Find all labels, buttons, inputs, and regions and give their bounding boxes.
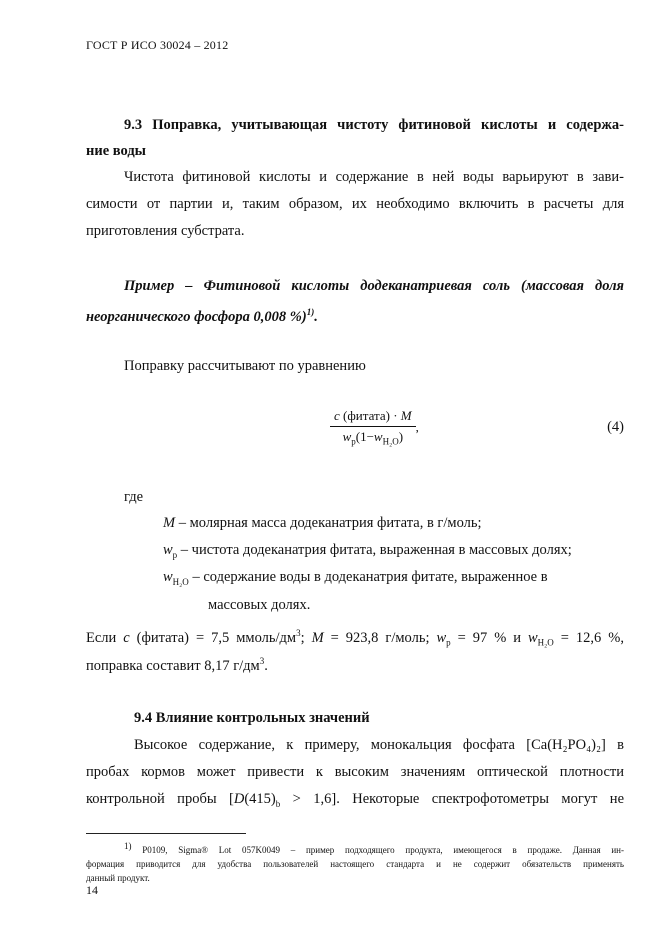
footnote-line2: формация приводится для удобства пользователей настоящего стандарта и не содержит обязательств применять — [86, 859, 624, 869]
calc-text: поправка составит 8,17 г/дм — [86, 657, 260, 674]
subscript: H₂O — [172, 576, 189, 587]
symbol-w: w — [436, 629, 447, 646]
formula-den-close: ) — [398, 429, 404, 444]
example-line2 — [86, 299, 318, 330]
footnote-ref: 1) — [306, 307, 315, 317]
example-end: . — [314, 308, 318, 325]
calc-text: Если — [86, 629, 124, 646]
calc-text: (фитата) = 7,5 ммоль/дм — [129, 629, 297, 646]
superscript: 3 — [296, 628, 301, 638]
footnote-line1 — [86, 839, 624, 857]
footnote — [86, 839, 624, 885]
section-heading-9-3-line1: 9.3 Поправка, учитывающая чистоту фитиновой кислоты и содержа- — [124, 117, 624, 133]
paragraph-line: Высокое содержание, к примеру, монокальция фосфата [Ca(H₂PO₄)₂] в — [134, 737, 624, 753]
subscript: p — [351, 436, 356, 447]
formula-fraction — [330, 408, 416, 447]
paragraph-line — [86, 786, 624, 817]
subscript: p — [446, 637, 451, 648]
symbol-w: w — [163, 569, 173, 585]
footnote-line3: данный продукт. — [86, 873, 150, 883]
calc-text: = 12,6 %, — [553, 629, 624, 646]
calc-text: = 923,8 г/моль; — [323, 629, 437, 646]
footnote-divider — [86, 833, 246, 834]
calc-text: . — [264, 657, 268, 674]
calc-text: ; — [300, 629, 312, 646]
symbol-M: M — [163, 515, 176, 531]
symbol-c: c — [334, 408, 340, 423]
subscript: b — [275, 798, 281, 809]
paragraph-text: контрольной пробы [ — [86, 791, 234, 807]
subscript: H₂O — [537, 637, 554, 648]
symbol-w: w — [342, 429, 352, 444]
paragraph-text: (415) — [244, 791, 276, 807]
paragraph-line: Чистота фитиновой кислоты и содержание в ней воды варьируют в зави- — [124, 169, 624, 185]
formula-denominator — [330, 427, 416, 447]
equation-number: (4) — [607, 419, 624, 435]
superscript: 3 — [259, 656, 265, 666]
section-heading-9-4: 9.4 Влияние контрольных значений — [134, 710, 370, 726]
formula-num-text: (фитата) · — [339, 408, 401, 423]
subscript: p — [172, 549, 178, 560]
footnote-text: P0109, Sigma® Lot 057K0049 – пример подходящего продукта, имеющегося в продаже. Данная ин- — [131, 845, 624, 855]
paragraph-line: пробах кормов может привести к высоким значениям оптической плотности — [86, 764, 624, 780]
formula-numerator — [330, 408, 416, 427]
formula-4 — [330, 408, 419, 447]
example-text: неорганического фосфора 0,008 %) — [86, 308, 307, 325]
definition-wh2o-cont: массовых долях. — [208, 597, 311, 613]
paragraph-text: > 1,6]. Некоторые спектрофотометры могут не — [280, 791, 624, 807]
example-line1: Пример – Фитиновой кислоты додеканатриевая соль (массовая доля — [124, 278, 624, 294]
symbol-D: D — [233, 791, 245, 807]
symbol-M: M — [400, 408, 412, 423]
symbol-w: w — [163, 542, 173, 558]
calc-intro: Поправку рассчитывают по уравнению — [124, 358, 366, 374]
document-header: ГОСТ Р ИСО 30024 – 2012 — [86, 38, 229, 52]
formula-comma: , — [415, 419, 419, 435]
where-label: где — [124, 489, 144, 505]
definition-wh2o — [163, 564, 548, 595]
formula-den-text: (1− — [355, 429, 374, 444]
symbol-w: w — [528, 629, 538, 646]
definition-M — [163, 510, 482, 536]
symbol-M: M — [311, 629, 324, 646]
calc-line2 — [86, 648, 268, 679]
paragraph-line: симости от партии и, таким образом, их необходимо включить в расчеты для — [86, 196, 624, 212]
subscript: H₂O — [382, 436, 399, 447]
footnote-mark: 1) — [124, 841, 132, 851]
paragraph-line: приготовления субстрата. — [86, 223, 245, 239]
definition-text: – содержание воды в додеканатрия фитате, выраженное в — [188, 569, 548, 585]
symbol-w: w — [373, 429, 383, 444]
definition-text: – молярная масса додеканатрия фитата, в г/моль; — [175, 515, 482, 531]
definition-text: – чистота додеканатрия фитата, выраженная в массовых долях; — [177, 542, 572, 558]
symbol-c: c — [123, 629, 130, 646]
page-number: 14 — [86, 883, 98, 897]
section-heading-9-3-line2: ние воды — [86, 143, 146, 159]
calc-text: = 97 % и — [450, 629, 528, 646]
